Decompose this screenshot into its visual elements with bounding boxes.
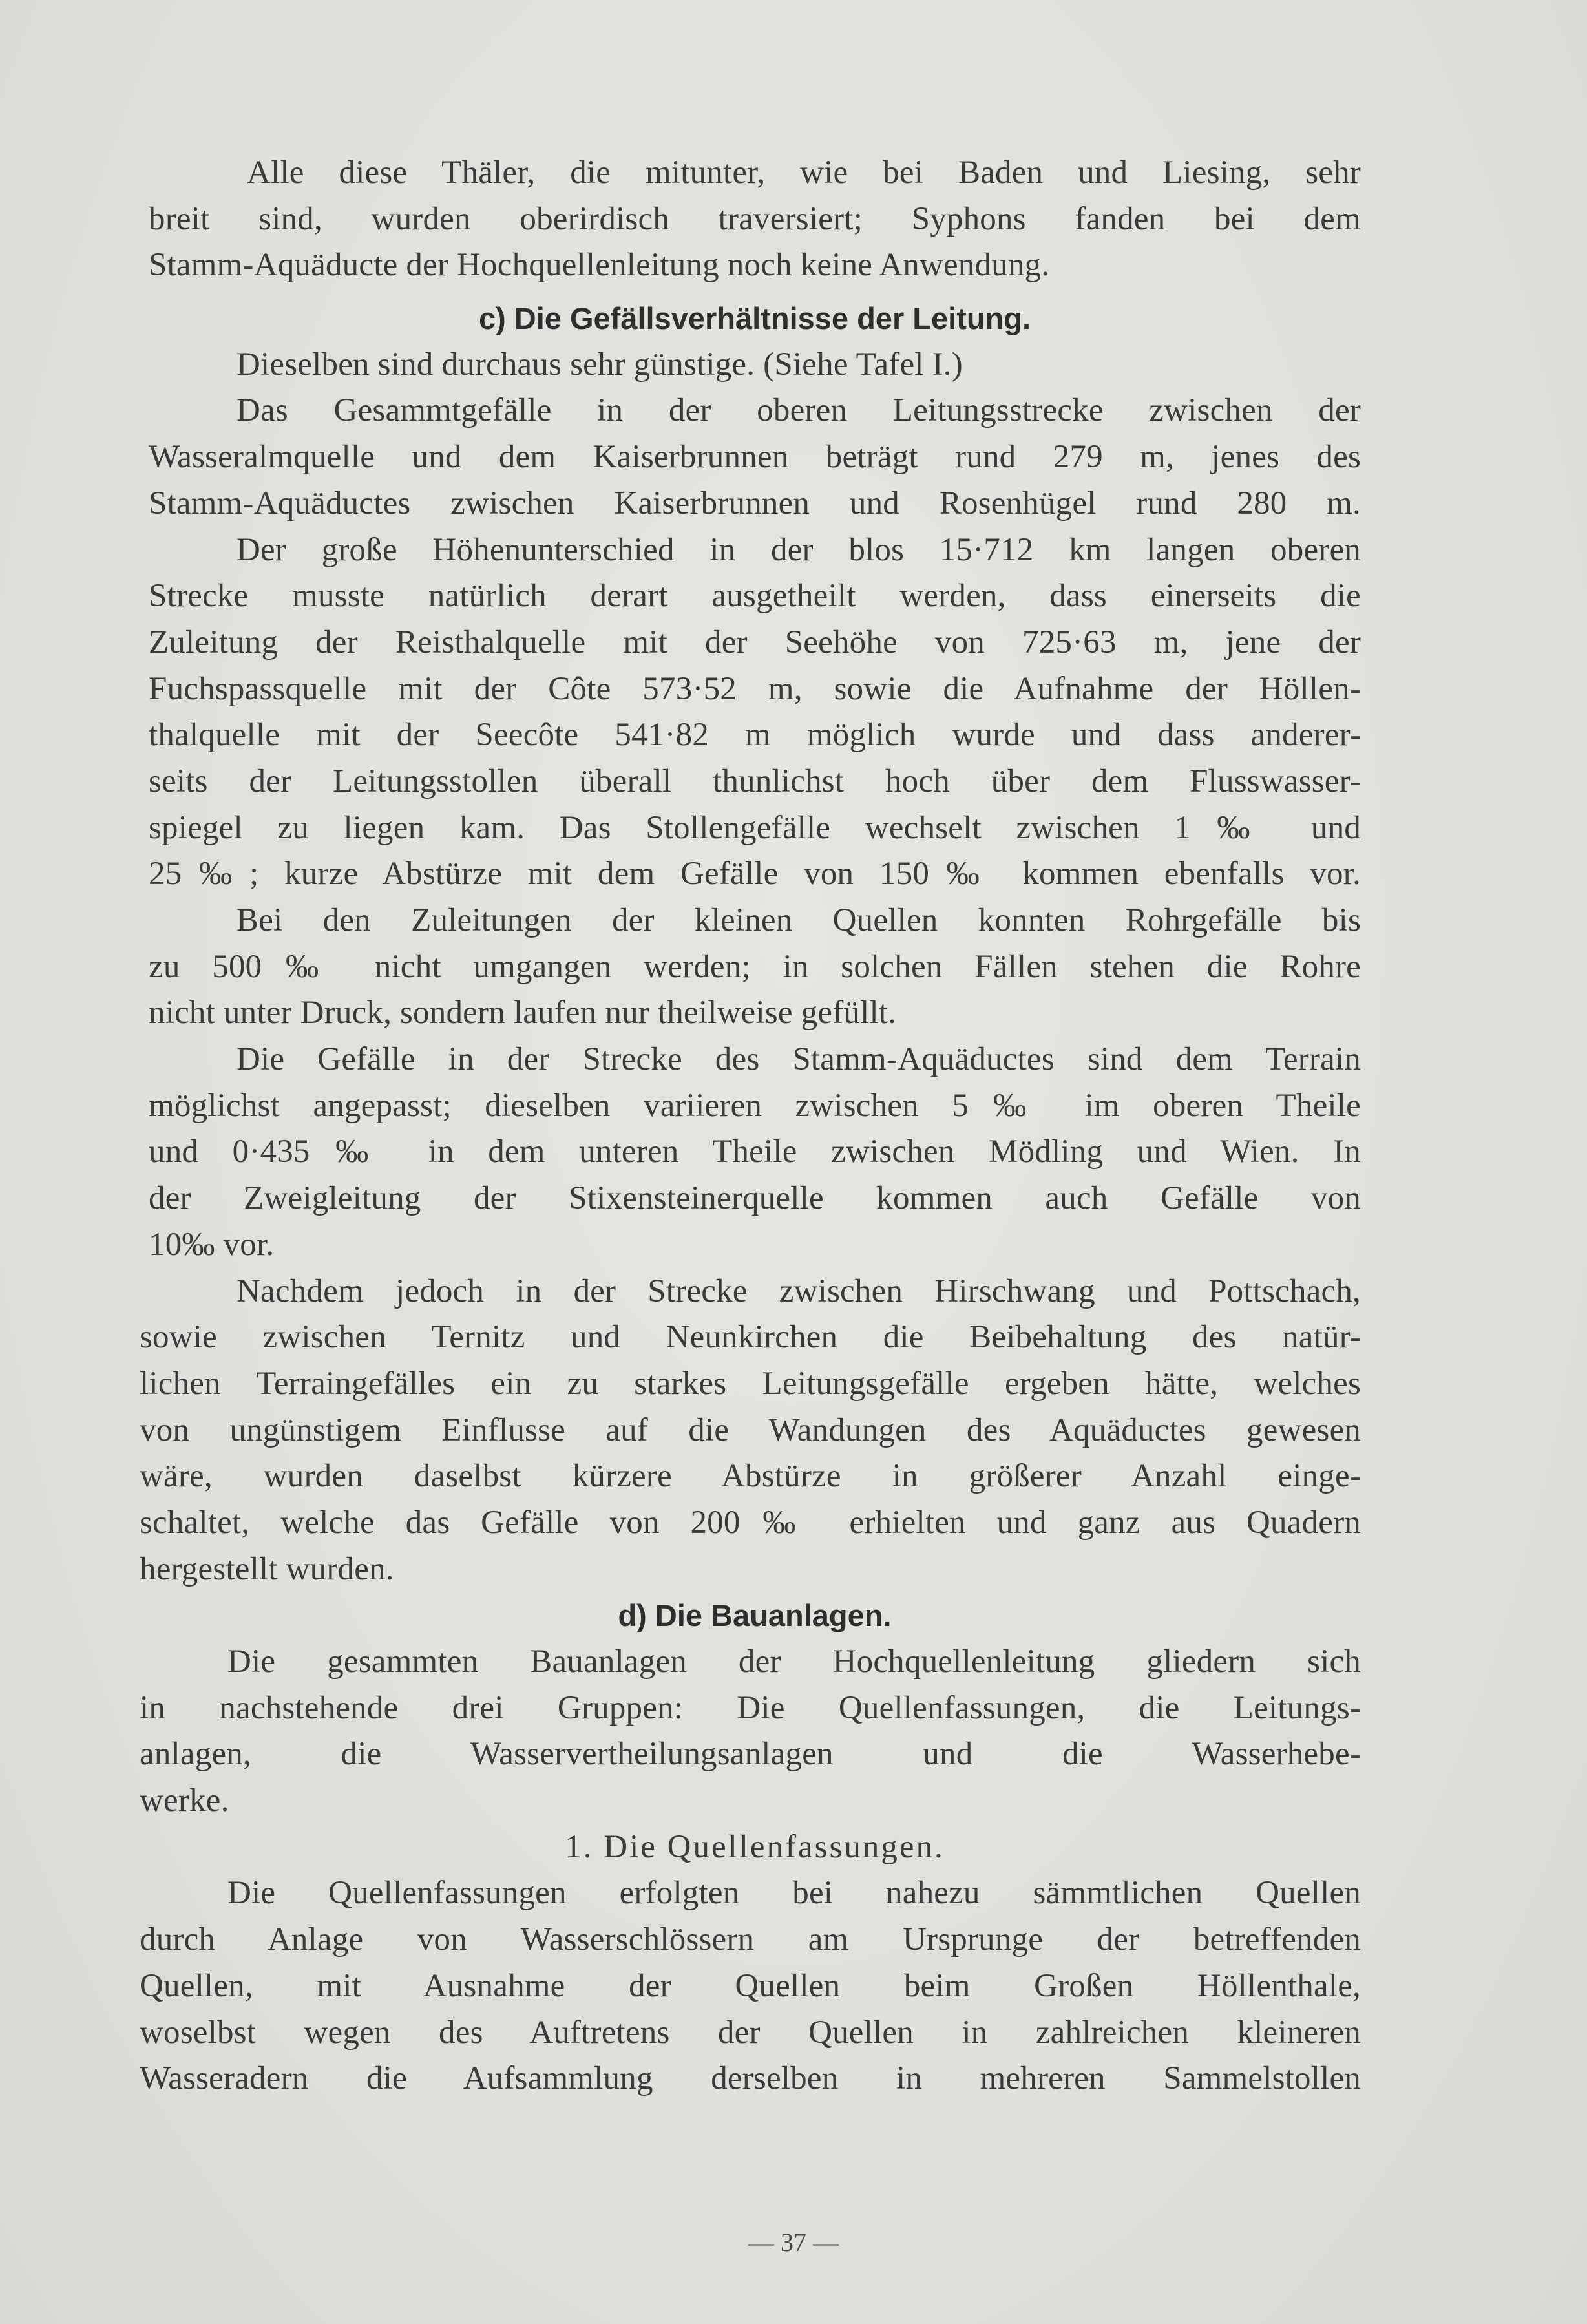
paragraph-line: breit sind, wurden oberirdisch traversiert; Syphons fanden bei dem <box>149 200 1361 237</box>
text-block <box>140 150 1361 2102</box>
paragraph-line: Bei den Zuleitungen der kleinen Quellen konnten Rohrgefälle bis <box>236 902 1361 938</box>
paragraph-line: wäre, wurden daselbst kürzere Abstürze in größerer Anzahl einge- <box>140 1458 1361 1495</box>
paragraph-line: 10‰ vor. <box>149 1226 275 1263</box>
paragraph-line: lichen Terraingefälles ein zu starkes Leitungsgefälle ergeben hätte, welches <box>140 1365 1361 1402</box>
page-number: — 37 — <box>748 2228 839 2257</box>
paragraph-line: Stamm-Aquäductes zwischen Kaiserbrunnen und Rosenhügel rund 280 m. <box>149 485 1361 522</box>
paragraph-line: und 0·435‰ in dem unteren Theile zwischen Mödling und Wien. In <box>149 1134 1361 1170</box>
paragraph-line: woselbst wegen des Auftretens der Quellen in zahlreichen kleineren <box>140 2014 1361 2051</box>
paragraph-line: Stamm-Aquäducte der Hochquellenleitung noch keine Anwendung. <box>149 247 1050 284</box>
paragraph-line: Fuchspassquelle mit der Côte 573·52 m, sowie die Aufnahme der Höllen- <box>149 670 1361 707</box>
paragraph-line: spiegel zu liegen kam. Das Stollengefälle wechselt zwischen 1‰ und <box>149 809 1361 846</box>
paragraph-line: möglichst angepasst; dieselben variieren zwischen 5‰ im oberen Theile <box>149 1087 1361 1124</box>
paragraph-line: Strecke musste natürlich derart ausgetheilt werden, dass einerseits die <box>149 578 1361 615</box>
paragraph-line: Alle diese Thäler, die mitunter, wie bei Baden und Liesing, sehr <box>247 154 1361 191</box>
paragraph-line: seits der Leitungsstollen überall thunlichst hoch über dem Flusswasser- <box>149 763 1361 799</box>
paragraph-line: in nachstehende drei Gruppen: Die Quellenfassungen, die Leitungs- <box>140 1689 1361 1726</box>
subsection-heading-1: 1. Die Quellenfassungen. <box>565 1828 945 1865</box>
paragraph-line: Wasseralmquelle und dem Kaiserbrunnen beträgt rund 279 m, jenes des <box>149 439 1361 476</box>
paragraph-line: schaltet, welche das Gefälle von 200‰ erhielten und ganz aus Quadern <box>140 1504 1361 1541</box>
paragraph-line: Der große Höhenunterschied in der blos 15·712 km langen oberen <box>236 531 1361 568</box>
paragraph-line: 25‰; kurze Abstürze mit dem Gefälle von 150‰ kommen ebenfalls vor. <box>149 856 1361 893</box>
paragraph-line: Das Gesammtgefälle in der oberen Leitungsstrecke zwischen der <box>236 392 1361 429</box>
paragraph-line: hergestellt wurden. <box>140 1550 394 1587</box>
paragraph-line: Nachdem jedoch in der Strecke zwischen Hirschwang und Pottschach, <box>236 1273 1361 1309</box>
paragraph-line: Quellen, mit Ausnahme der Quellen beim Großen Höllenthale, <box>140 1967 1361 2004</box>
paragraph-line: sowie zwischen Ternitz und Neunkirchen die Beibehaltung des natür- <box>140 1319 1361 1356</box>
paragraph-line: Die gesammten Bauanlagen der Hochquellenleitung gliedern sich <box>227 1643 1361 1680</box>
paragraph-line: von ungünstigem Einflusse auf die Wandungen des Aquäductes gewesen <box>140 1411 1361 1448</box>
section-heading-c: c) Die Gefällsverhältnisse der Leitung. <box>478 301 1031 336</box>
paragraph-line: Wasseradern die Aufsammlung derselben in mehreren Sammelstollen <box>140 2060 1361 2097</box>
paragraph-line: zu 500‰ nicht umgangen werden; in solchen Fällen stehen die Rohre <box>149 948 1361 985</box>
section-heading-d: d) Die Bauanlagen. <box>618 1598 892 1633</box>
paragraph-line: thalquelle mit der Seecôte 541·82 m möglich wurde und dass anderer- <box>149 717 1361 754</box>
paragraph-line: werke. <box>140 1782 229 1819</box>
paragraph-line: anlagen, die Wasservertheilungsanlagen und die Wasserhebe- <box>140 1736 1361 1773</box>
paragraph-line: Zuleitung der Reisthalquelle mit der Seehöhe von 725·63 m, jene der <box>149 624 1361 660</box>
paragraph-line: Die Quellenfassungen erfolgten bei nahezu sämmtlichen Quellen <box>227 1875 1361 1912</box>
paragraph-line: Dieselben sind durchaus sehr günstige. (Siehe Tafel I.) <box>236 346 963 383</box>
paragraph-line: Die Gefälle in der Strecke des Stamm-Aquäductes sind dem Terrain <box>236 1041 1361 1078</box>
paragraph-line: durch Anlage von Wasserschlössern am Ursprunge der betreffenden <box>140 1921 1361 1958</box>
paragraph-line: nicht unter Druck, sondern laufen nur theilweise gefüllt. <box>149 995 897 1031</box>
paragraph-line: der Zweigleitung der Stixensteinerquelle kommen auch Gefälle von <box>149 1180 1361 1217</box>
